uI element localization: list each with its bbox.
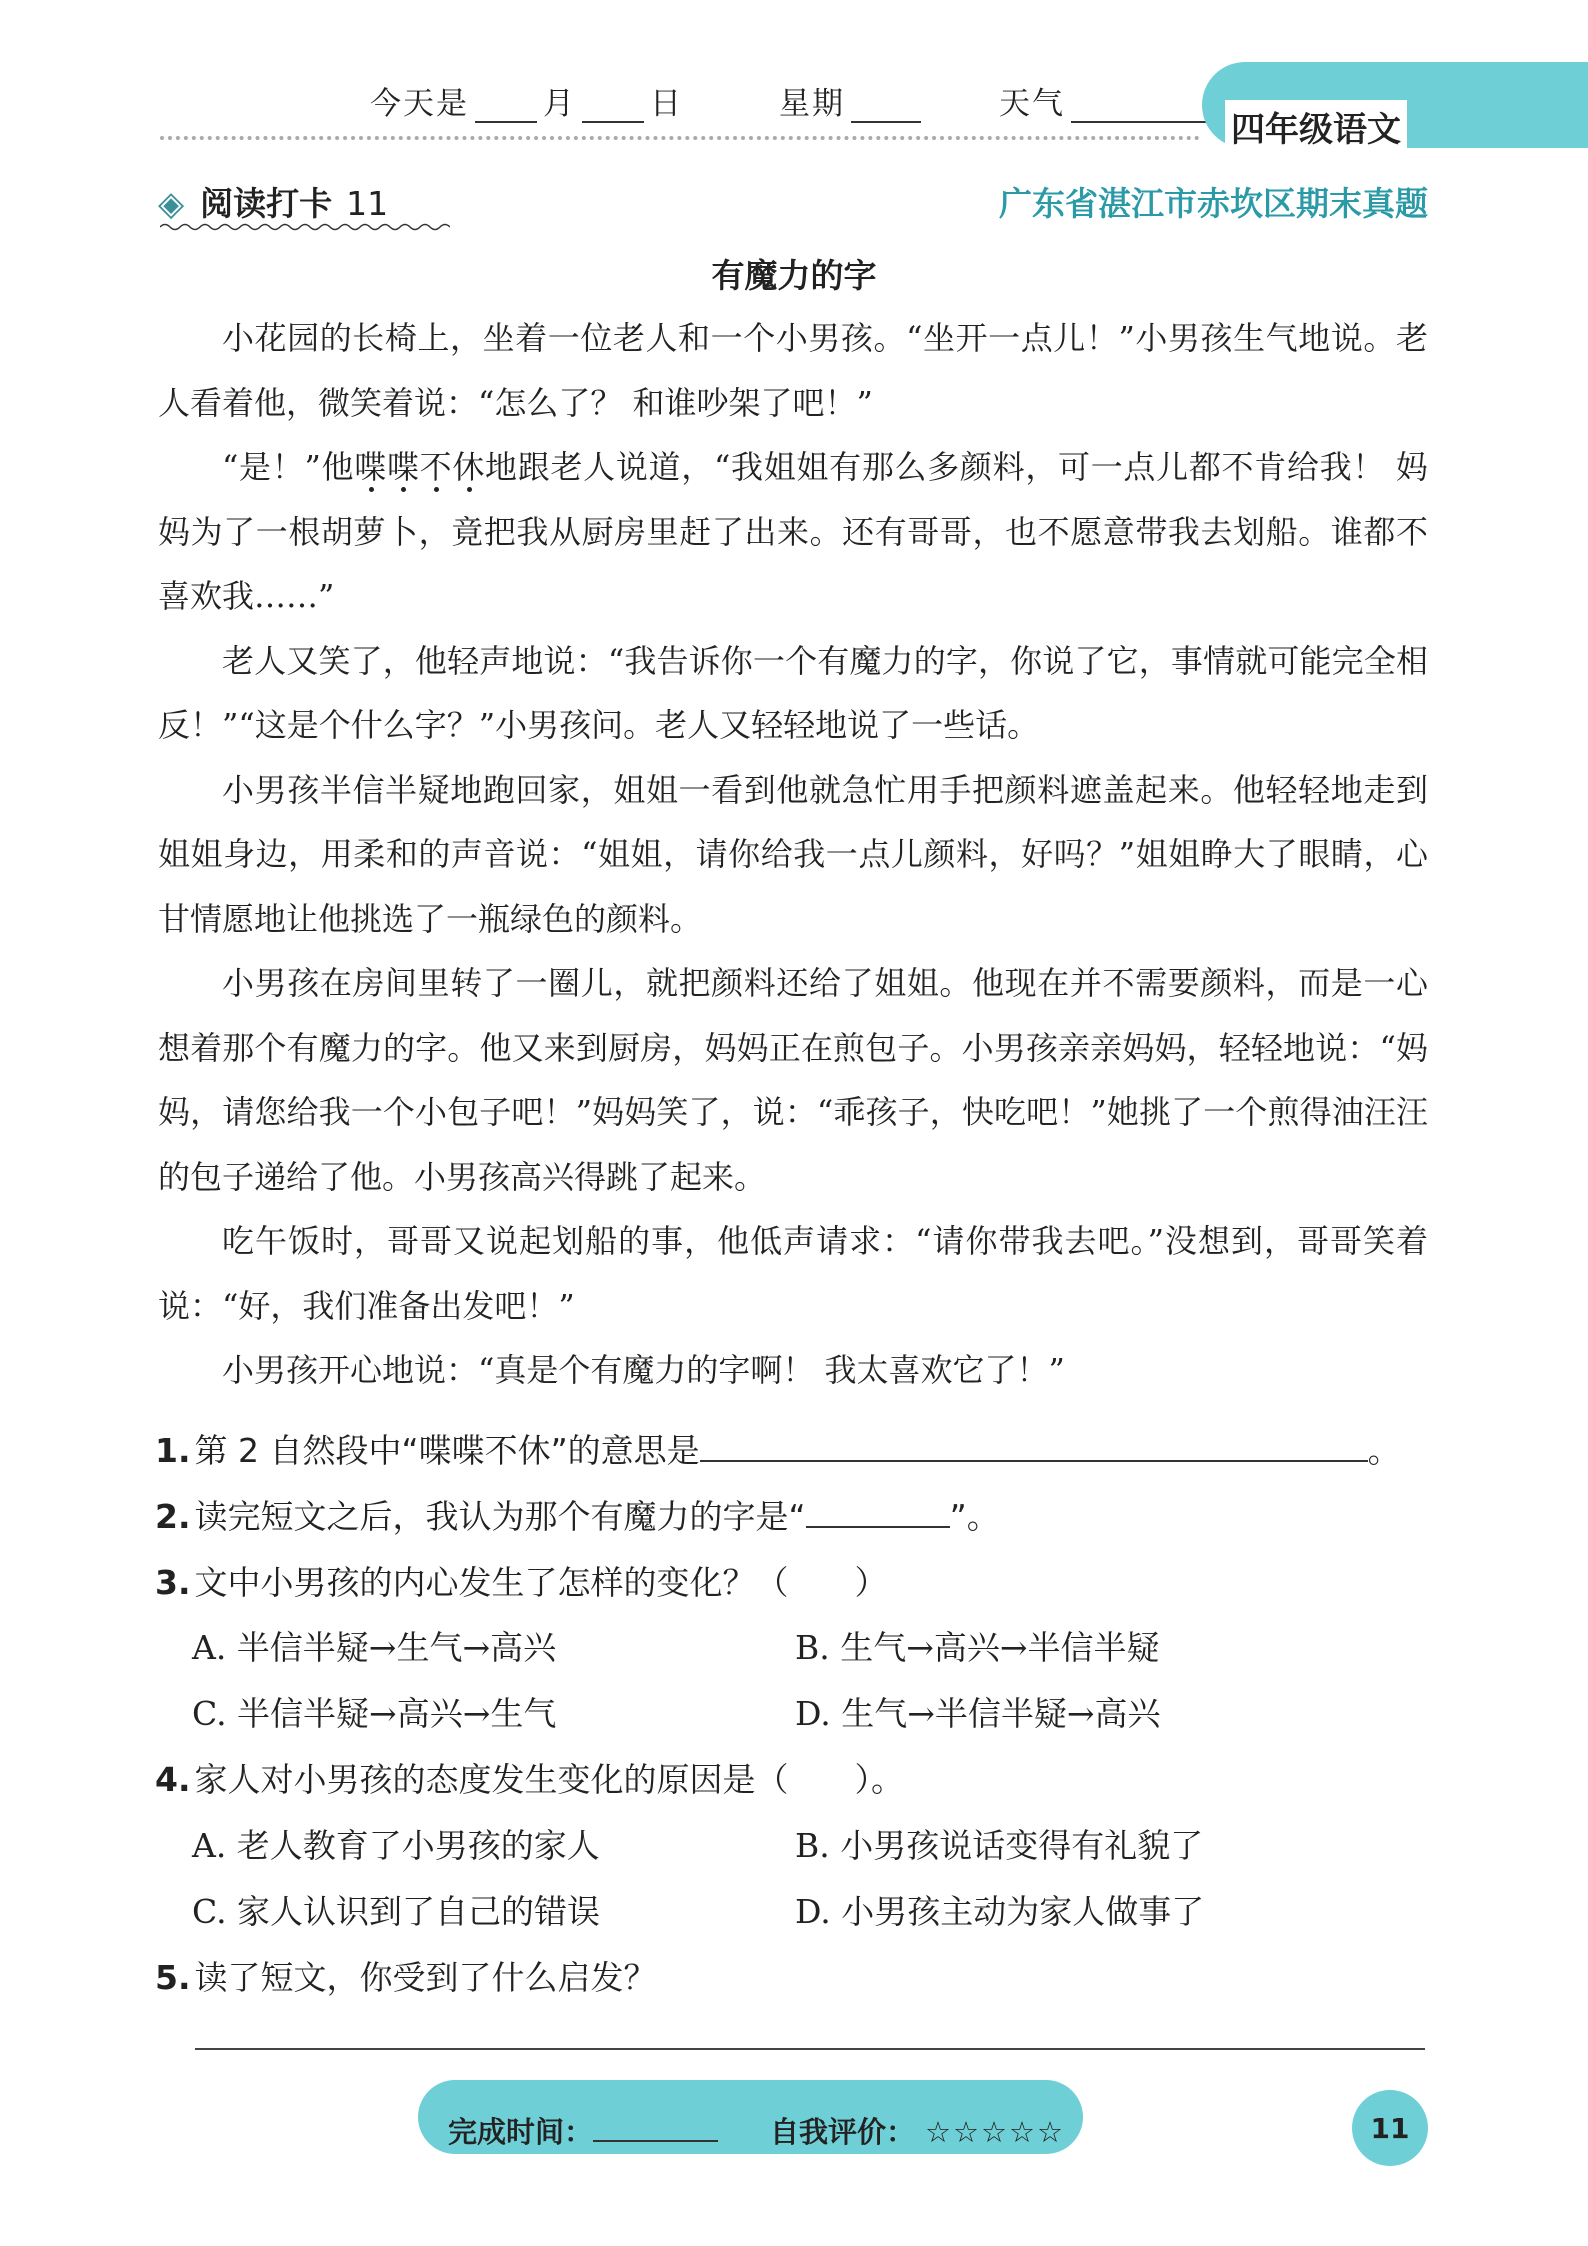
q4-option-a[interactable]: A. 老人教育了小男孩的家人 (192, 1826, 600, 1865)
section-number: 11 (346, 184, 389, 223)
date-line (370, 78, 1217, 123)
self-evaluation: 自我评价： ☆☆☆☆☆ (770, 2115, 1066, 2149)
q5-answer-line[interactable] (195, 2048, 1425, 2050)
article-title: 有魔力的字 (711, 256, 877, 295)
grade-label: 四年级语文 (1225, 100, 1407, 153)
q3-option-a[interactable]: A. 半信半疑→生气→高兴 (192, 1628, 557, 1667)
day-blank[interactable] (582, 87, 644, 123)
paragraph-4: 小男孩半信半疑地跑回家，姐姐一看到他就急忙用手把颜料遮盖起来。他轻轻地走到姐姐身边，用柔和的声音说：“姐姐，请你给我一点儿颜料，好吗？”姐姐睁大了眼睛，心甘情愿地让他挑选了一瓶绿色的颜料。 (158, 770, 1428, 938)
paragraph-1: 小花园的长椅上，坐着一位老人和一个小男孩。“坐开一点儿！”小男孩生气地说。老人看着他，微笑着说：“怎么了？ 和谁吵架了吧！” (158, 319, 1428, 422)
completion-time: 完成时间： (448, 2110, 718, 2151)
question-2: 2. 读完短文之后，我认为那个有魔力的字是“ ”。 (155, 1497, 1000, 1536)
weather-blank[interactable] (1071, 87, 1211, 123)
q4-option-d[interactable]: D. 小男孩主动为家人做事了 (795, 1892, 1205, 1931)
question-1: 1. 第 2 自然段中“喋喋不休”的意思是 。 (155, 1431, 1401, 1470)
article-body (158, 306, 1428, 1403)
q1-answer-blank[interactable] (700, 1430, 1368, 1462)
paragraph-3: 老人又笑了，他轻声地说：“我告诉你一个有魔力的字，你说了它，事情就可能完全相反！”“这是个什么字？”小男孩问。老人又轻轻地说了一些话。 (158, 641, 1428, 744)
q4-option-c[interactable]: C. 家人认识到了自己的错误 (192, 1892, 601, 1931)
star-rating[interactable]: ☆☆☆☆☆ (925, 2115, 1066, 2149)
source-label: 广东省湛江市赤坎区期末真题 (999, 184, 1428, 223)
paragraph-6: 吃午饭时，哥哥又说起划船的事，他低声请求：“请你带我去吧。”没想到，哥哥笑着说：“好，我们准备出发吧！” (158, 1222, 1428, 1325)
weekday-label: 星期 (779, 86, 845, 122)
paragraph-7: 小男孩开心地说：“真是个有魔力的字啊！ 我太喜欢它了！” (222, 1351, 1065, 1389)
section-label: 阅读打卡 (200, 184, 333, 223)
month-label: 月 (543, 86, 576, 122)
paragraph-5: 小男孩在房间里转了一圈儿，就把颜料还给了姐姐。他现在并不需要颜料，而是一心想着那个有魔力的字。他又来到厨房，妈妈正在煎包子。小男孩亲亲妈妈，轻轻地说：“妈妈，请您给我一个小包子吧！”妈妈笑了，说：“乖孩子，快吃吧！”她挑了一个煎得油汪汪的包子递给了他。小男孩高兴得跳了起来。 (158, 964, 1428, 1196)
wavy-underline (160, 222, 450, 232)
day-label: 日 (650, 86, 683, 122)
page-number: 11 (1352, 2090, 1428, 2166)
dotted-divider (160, 136, 1200, 140)
month-blank[interactable] (475, 87, 537, 123)
q3-option-c[interactable]: C. 半信半疑→高兴→生气 (192, 1694, 557, 1733)
weather-label: 天气 (999, 86, 1065, 122)
diamond-icon: ◈ (158, 184, 185, 224)
section-heading (158, 178, 388, 225)
q4-option-b[interactable]: B. 小男孩说话变得有礼貌了 (795, 1826, 1204, 1865)
question-5: 5. 读了短文，你受到了什么启发？ (155, 1958, 657, 1997)
today-label: 今天是 (370, 86, 469, 122)
question-3: 3. 文中小男孩的内心发生了怎样的变化？（ ） (155, 1563, 888, 1602)
question-4: 4. 家人对小男孩的态度发生变化的原因是（ ）。 (155, 1760, 904, 1799)
time-blank[interactable] (593, 2116, 718, 2142)
paragraph-2: “是！”他喋喋不休地跟老人说道，“我姐姐有那么多颜料，可一点儿都不肯给我！ 妈妈为了一根胡萝卜，竟把我从厨房里赶了出来。还有哥哥，也不愿意带我去划船。谁都不喜欢我……” (158, 448, 1428, 615)
q2-answer-blank[interactable] (806, 1496, 950, 1528)
q3-option-b[interactable]: B. 生气→高兴→半信半疑 (795, 1628, 1160, 1667)
weekday-blank[interactable] (851, 87, 921, 123)
q3-option-d[interactable]: D. 生气→半信半疑→高兴 (795, 1694, 1161, 1733)
